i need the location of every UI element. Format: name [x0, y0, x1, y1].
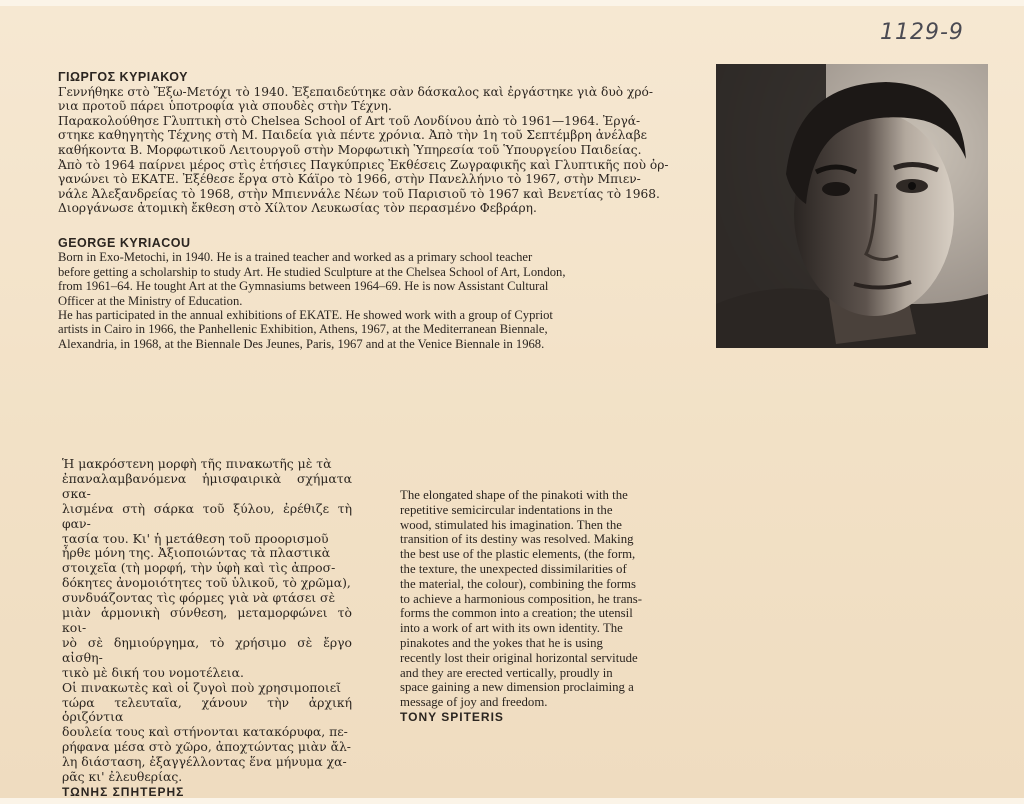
essay-line: ἦρθε μόνη της. Ἀξιοποιώντας τὰ πλαστικὰ	[62, 545, 331, 561]
greek-biography	[58, 70, 698, 216]
essay-line: the best use of the plastic elements, (the form,	[400, 547, 636, 562]
bio-line: before getting a scholarship to study Art. He studied Sculpture at the Chelsea School of Art, London,	[58, 264, 566, 279]
essay-line: ρήφανα μέσα στὸ χῶρο, ἀποχτώντας μιὰν ἄλ-	[62, 739, 351, 755]
essay-line: δόκητες ἀνομοιότητες τοῦ ὑλικοῦ, τὸ χρῶμα),	[62, 575, 351, 591]
essay-signature-greek: ΤΩΝΗΣ ΣΠΗΤΕΡΗΣ	[62, 784, 185, 799]
artist-portrait-photo	[716, 64, 988, 348]
essay-line: λη διάσταση, ἐξαγγέλλοντας ἕνα μήνυμα χα-	[62, 754, 347, 770]
page-top-edge	[0, 0, 1024, 6]
artist-name-english: GEORGE KYRIACOU	[58, 236, 191, 250]
bio-line: He has participated in the annual exhibitions of EKATE. He showed work with a group of Cypriot	[58, 308, 553, 323]
essay-line: τασία του. Κι' ἡ μετάθεση τοῦ προορισμοῦ	[62, 530, 329, 546]
bio-line: Alexandria, in 1968, at the Biennale Des Jeunes, Paris, 1967 and at the Venice Biennale in 1968.	[58, 336, 545, 351]
essay-line: recently lost their original horizontal servitude	[400, 650, 638, 665]
essay-line: στοιχεῖα (τὴ μορφή, τὴν ὑφὴ καὶ τὶς ἀπροσ-	[62, 560, 336, 576]
essay-line: pinakotes and the yokes that he is using	[400, 635, 603, 650]
artist-name-greek: ΓΙΩΡΓΟΣ ΚΥΡΙΑΚΟΥ	[58, 70, 188, 84]
essay-line: transition of its destiny was resolved. Making	[400, 532, 634, 547]
essay-line: into a work of art with its own identity. The	[400, 621, 623, 636]
essay-line: to achieve a harmonious composition, he trans-	[400, 591, 643, 606]
bio-line: νια προτοῦ πάρει ὑποτροφία γιὰ σπουδὲς στὴν Τέχνη.	[58, 99, 392, 114]
bio-line: Officer at the Ministry of Education.	[58, 293, 243, 308]
bio-line: γανώνει τὸ ΕΚΑΤΕ. Ἐξέθεσε ἔργα στὸ Κάϊρο τὸ 1966, στὴν Πανελλήνιο τὸ 1967, στὴν Μπιεν-	[58, 172, 641, 187]
bio-line: Διοργάνωσε ἀτομικὴ ἔκθεση στὸ Χίλτον Λευκωσίας τὸν περασμένο Φεβράρη.	[58, 201, 537, 216]
essay-line: ἐπαναλαμβανόμενα ἡμισφαιρικὰ σχήματα σκα-	[62, 470, 352, 501]
bio-line: from 1961–64. He tought Art at the Gymnasiums between 1964–69. He is now Assistant Cultural	[58, 279, 549, 294]
bio-line: Ἀπὸ τὸ 1964 παίρνει μέρος στὶς ἐτήσιες Παγκύπριες Ἐκθέσεις Ζωγραφικῆς καὶ Γλυπτικῆς ποὺ ὀρ-	[58, 157, 669, 172]
essay-line: The elongated shape of the pinakoti with the	[400, 488, 628, 502]
essay-line: ρᾶς κι' ἐλευθερίας.	[62, 769, 183, 785]
portrait-illustration	[716, 64, 988, 348]
essay-line: συνδυάζοντας τὶς φόρμες γιὰ νὰ φτάσει σὲ	[62, 590, 336, 606]
essay-signature-english: TONY SPITERIS	[400, 709, 504, 724]
bio-line: στηκε καθηγητὴς Τέχνης στὴ Μ. Παιδεία γιὰ πέντε χρόνια. Ἀπὸ τὴν 1η τοῦ Σεπτέμβρη ἀνέλαβε	[58, 128, 647, 143]
essay-line: δουλεία τους καὶ στήνονται κατακόρυφα, πε-	[62, 724, 348, 740]
handwritten-catalog-number: 1129-9	[880, 20, 964, 45]
essay-line: λισμένα στὴ σάρκα τοῦ ξύλου, ἐρέθιζε τὴ φαν-	[62, 500, 352, 531]
english-essay	[400, 488, 688, 725]
essay-line: repetitive semicircular indentations in the	[400, 502, 613, 517]
bio-line: Γεννήθηκε στὸ Ἔξω-Μετόχι τὸ 1940. Ἐξεπαιδεύτηκε σὰν δάσκαλος καὶ ἐργάστηκε γιὰ δυὸ χρό-	[58, 84, 653, 99]
essay-line: νὸ σὲ δημιούργημα, τὸ χρήσιμο σὲ ἔργο αἰσθη-	[62, 634, 352, 665]
bio-line: νάλε Ἀλεξανδρείας τὸ 1968, στὴν Μπιεννάλε Νέων τοῦ Παρισιοῦ τὸ 1967 καὶ Βενετίας τὸ 1968.	[58, 186, 660, 201]
bio-line: artists in Cairo in 1966, the Panhellenic Exhibition, Athens, 1967, at the Mediterranean Biennale,	[58, 322, 548, 337]
english-biography	[58, 236, 698, 351]
essay-line: space gaining a new dimension proclaiming a	[400, 680, 634, 695]
essay-line: wood, stimulated his imagination. Then the	[400, 517, 622, 532]
essay-line: τικὸ μὲ δική του νομοτέλεια.	[62, 664, 244, 680]
essay-line: the material, the colour), combining the forms	[400, 576, 636, 591]
essay-line: τώρα τελευταῖα, χάνουν τὴν ἀρχική ὁριζόντια	[62, 694, 352, 725]
essay-line: μιὰν ἁρμονικὴ σύνθεση, μεταμορφώνει τὸ κοι-	[62, 605, 352, 635]
essay-line: Οἱ πινακωτὲς καὶ οἱ ζυγοὶ ποὺ χρησιμοποιεῖ	[62, 679, 342, 695]
essay-line: message of joy and freedom.	[400, 695, 548, 710]
bio-line: Born in Exo-Metochi, in 1940. He is a trained teacher and worked as a primary school teacher	[58, 250, 533, 265]
essay-line: forms the common into a creation; the utensil	[400, 606, 633, 621]
essay-line: Ἡ μακρόστενη μορφὴ τῆς πινακωτῆς μὲ τὰ	[62, 456, 332, 471]
bio-line: καθήκοντα Β. Μορφωτικοῦ Λειτουργοῦ στὴν Μορφωτικὴ Ὑπηρεσία τοῦ Ὑπουργείου Παιδείας.	[58, 142, 642, 157]
greek-essay	[62, 457, 352, 800]
essay-line: and they are erected vertically, proudly in	[400, 665, 613, 680]
bio-line: Παρακολούθησε Γλυπτικὴ στὸ Chelsea School of Art τοῦ Λονδίνου ἀπὸ τὸ 1961—1964. Ἐργά-	[58, 113, 641, 128]
essay-line: the texture, the unexpected dissimilarities of	[400, 561, 627, 576]
